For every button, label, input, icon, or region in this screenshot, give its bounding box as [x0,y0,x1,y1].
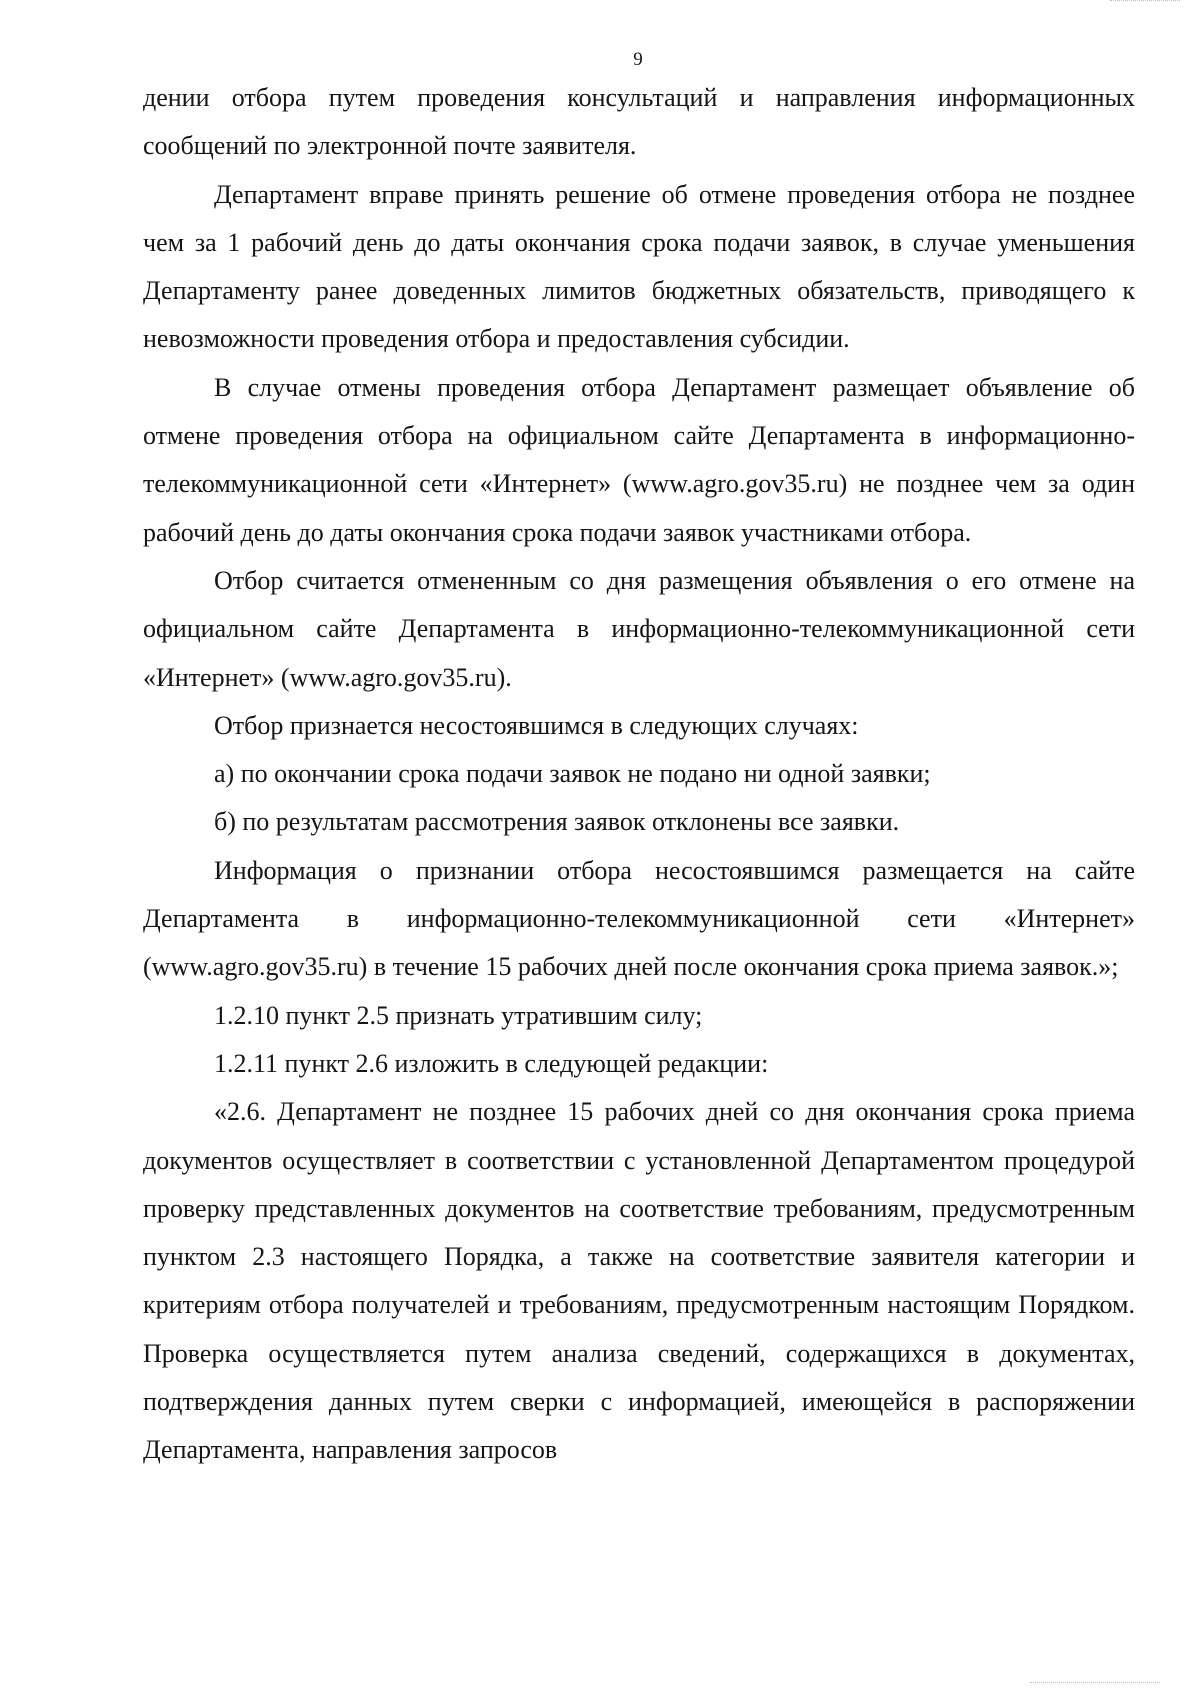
paragraph-cancellation-effective: Отбор считается отмененным со дня размещения объявления о его отмене на официальном сайте Департамента в информационно-телекоммуникационной сети «Интернет» (www.agro.gov35.ru). [143,565,1135,692]
clause-2-6: «2.6. Департамент не позднее 15 рабочих дней со дня окончания срока приема документов осуществляет в соответствии с установленной Департаментом процедурой проверку представленных документов на соответствие требованиям, предусмотренным пунктом 2.3 настоящего Порядка, а также на соответствие заявителя категории и критериям отбора получателей и требованиям, предусмотренным настоящим Порядком. Проверка осуществляется путем анализа сведений, содержащихся в документах, подтверждения данных путем сверки с информацией, имеющейся в распоряжении Департамента, направления запросов [143,1097,1135,1465]
paragraph-cancellation-notice: В случае отмены проведения отбора Департамент размещает объявление об отмене проведения отбора на официальном сайте Департамента в информационно-телекоммуникационной сети «Интернет» (www.agro.gov35.ru) не позднее чем за один рабочий день до даты окончания срока подачи заявок участниками отбора. [143,372,1135,547]
list-item-a: а) по окончании срока подачи заявок не подано ни одной заявки; [214,759,931,789]
paragraph-cancellation-right: Департамент вправе принять решение об отмене проведения отбора не позднее чем за 1 рабочий день до даты окончания срока подачи заявок, в случае уменьшения Департаменту ранее доведенных лимитов бюджетных обязательств, приводящего к невозможности проведения отбора и предоставления субсидии. [143,179,1135,354]
document-body [143,74,1135,1475]
scan-edge-marks [1110,0,1180,9]
scan-edge-marks-bottom [1030,1682,1160,1691]
paragraph-failed-selection: Отбор признается несостоявшимся в следующих случаях: [214,710,859,740]
paragraph-failed-info: Информация о признании отбора несостоявшимся размещается на сайте Департамента в информационно-телекоммуникационной сети «Интернет» (www.agro.gov35.ru) в течение 15 рабочих дней после окончания срока приема заявок.»; [143,855,1135,982]
list-item-b: б) по результатам рассмотрения заявок отклонены все заявки. [214,807,900,837]
page-number: 9 [633,49,643,70]
clause-1-2-11: 1.2.11 пункт 2.6 изложить в следующей редакции: [214,1048,769,1078]
clause-1-2-10: 1.2.10 пункт 2.5 признать утратившим силу; [214,1000,703,1030]
paragraph-continuation: дении отбора путем проведения консультаций и направления информационных сообщений по электронной почте заявителя. [143,83,1135,161]
